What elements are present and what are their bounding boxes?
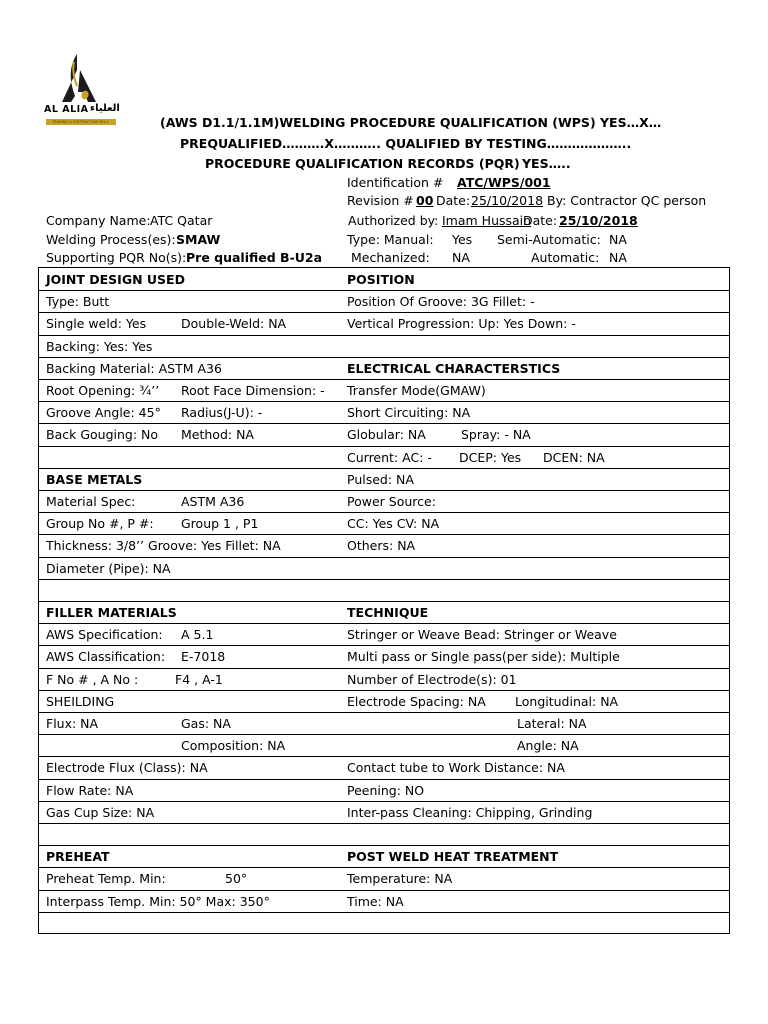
date1-label: Date: (436, 193, 471, 208)
table-cell: Flow Rate: NA (46, 782, 134, 798)
header-line2: PREQUALIFIED……….X……….. QUALIFIED BY TESTING……………….. (180, 136, 632, 151)
row-divider (39, 734, 729, 735)
automatic-value: NA (609, 250, 627, 265)
table-cell: Number of Electrode(s): 01 (347, 671, 517, 687)
table-cell: Transfer Mode(GMAW) (347, 383, 486, 398)
type-manual-value: Yes (452, 232, 473, 247)
row-divider (39, 557, 729, 558)
row-divider (39, 490, 729, 491)
authorized-label: Authorized by: (348, 213, 439, 228)
table-cell: Peening: NO (347, 782, 425, 798)
table-cell: Backing Material: ASTM A36 (46, 360, 222, 376)
row-divider (39, 423, 729, 424)
table-cell: Radius(J-U): - (181, 405, 263, 421)
semi-auto-label: Semi-Automatic: (497, 232, 601, 247)
table-cell: Current: AC: - (347, 449, 432, 465)
pqr-label: Supporting PQR No(s): (46, 250, 187, 265)
table-cell: F4 , A-1 (175, 671, 223, 687)
row-divider (39, 446, 729, 447)
row-divider (39, 601, 729, 602)
table-cell: Gas: NA (181, 716, 231, 731)
date1-value: 25/10/2018 (471, 193, 544, 208)
table-cell: Groove Angle: 45° (46, 405, 161, 421)
row-divider (39, 357, 729, 358)
section-heading: FILLER MATERIALS (46, 605, 177, 620)
by-text: By: Contractor QC person (547, 193, 707, 208)
row-divider (39, 623, 729, 624)
table-cell: Preheat Temp. Min: (46, 871, 166, 887)
table-cell: Interpass Temp. Min: 50° Max: 350° (46, 893, 270, 909)
date2-value: 25/10/2018 (559, 213, 638, 228)
table-cell: Lateral: NA (517, 716, 587, 731)
table-cell: AWS Classification: (46, 649, 166, 665)
row-divider (39, 401, 729, 402)
table-cell: Back Gouging: No (46, 427, 159, 443)
row-divider (39, 756, 729, 757)
section-heading: JOINT DESIGN USED (46, 272, 185, 287)
type-manual-label: Type: Manual: (347, 232, 434, 247)
table-cell: Group 1 , P1 (181, 516, 259, 532)
table-cell: Backing: Yes: Yes (46, 338, 153, 354)
row-divider (39, 690, 729, 691)
table-cell: F No # , A No : (46, 671, 139, 687)
table-cell: Inter-pass Cleaning: Chipping, Grinding (347, 804, 593, 820)
row-divider (39, 712, 729, 713)
table-cell: DCEN: NA (543, 449, 605, 465)
section-heading: BASE METALS (46, 471, 143, 487)
table-cell: E-7018 (181, 649, 226, 665)
wps-table (38, 267, 730, 934)
table-cell: Group No #, P #: (46, 516, 154, 532)
logo-mark-icon (44, 48, 120, 128)
table-cell: Temperature: NA (347, 871, 453, 887)
table-cell: Single weld: Yes (46, 316, 147, 332)
header-line3-right: YES….. (522, 156, 571, 171)
date2-label: Date: (523, 213, 558, 228)
identification-value: ATC/WPS/001 (457, 175, 551, 190)
revision-value: 00 (416, 193, 434, 208)
table-cell: SHEILDING (46, 693, 115, 709)
section-heading: ELECTRICAL CHARACTERSTICS (347, 360, 561, 376)
table-cell: A 5.1 (181, 627, 214, 643)
row-divider (39, 379, 729, 380)
row-divider (39, 912, 729, 913)
table-cell: CC: Yes CV: NA (347, 516, 440, 532)
table-cell: Composition: NA (181, 738, 286, 754)
logo-arabic: العلياء (90, 103, 120, 114)
table-cell: Method: NA (181, 427, 254, 443)
table-cell: 50° (225, 871, 248, 887)
table-cell: Flux: NA (46, 716, 99, 731)
company-value: ATC Qatar (150, 213, 213, 228)
semi-auto-value: NA (609, 232, 627, 247)
table-cell: Thickness: 3/8’’ Groove: Yes Fillet: NA (46, 538, 281, 554)
section-heading: POST WELD HEAT TREATMENT (347, 849, 559, 865)
table-cell: Spray: - NA (461, 427, 531, 443)
section-heading: PREHEAT (46, 849, 110, 865)
table-cell: Contact tube to Work Distance: NA (347, 760, 565, 776)
table-cell: ASTM A36 (181, 494, 245, 509)
process-label: Welding Process(es): (46, 232, 176, 247)
section-heading: POSITION (347, 272, 415, 287)
row-divider (39, 645, 729, 646)
table-cell: Vertical Progression: Up: Yes Down: - (347, 316, 576, 332)
section-heading: TECHNIQUE (347, 605, 429, 620)
row-divider (39, 579, 729, 580)
table-cell: Angle: NA (517, 738, 579, 754)
row-divider (39, 801, 729, 802)
revision-label: Revision # (347, 193, 414, 208)
row-divider (39, 845, 729, 846)
row-divider (39, 779, 729, 780)
row-divider (39, 534, 729, 535)
table-cell: Material Spec: (46, 494, 136, 509)
mechanized-label: Mechanized: (351, 250, 430, 265)
table-cell: Root Opening: ¾’’ (46, 383, 160, 398)
row-divider (39, 468, 729, 469)
table-cell: Root Face Dimension: - (181, 383, 325, 398)
row-divider (39, 512, 729, 513)
table-cell: Time: NA (347, 893, 404, 909)
table-cell: Gas Cup Size: NA (46, 804, 155, 820)
table-cell: Longitudinal: NA (515, 693, 619, 709)
row-divider (39, 312, 729, 313)
identification-label: Identification # (347, 175, 444, 190)
table-cell: Double-Weld: NA (181, 316, 287, 332)
header-line3-left: PROCEDURE QUALIFICATION RECORDS (PQR) (205, 156, 520, 171)
logo-strip: TRADING & CONTRACTING W.L.L. (46, 119, 116, 125)
company-label: Company Name: (46, 213, 151, 228)
table-cell: Diameter (Pipe): NA (46, 560, 171, 576)
process-value: SMAW (176, 232, 221, 247)
table-cell: Pulsed: NA (347, 471, 414, 487)
mechanized-value: NA (452, 250, 470, 265)
row-divider (39, 823, 729, 824)
table-cell: Position Of Groove: 3G Fillet: - (347, 294, 535, 310)
row-divider (39, 890, 729, 891)
table-cell: Electrode Spacing: NA (347, 693, 486, 709)
row-divider (39, 335, 729, 336)
table-cell: Stringer or Weave Bead: Stringer or Weave (347, 627, 617, 643)
logo-brand: AL ALIA (44, 104, 89, 115)
authorized-value: Imam Hussain (442, 213, 532, 228)
pqr-value: Pre qualified B-U2a (186, 250, 323, 265)
table-cell: Short Circuiting: NA (347, 405, 471, 421)
table-cell: DCEP: Yes (459, 449, 522, 465)
row-divider (39, 668, 729, 669)
automatic-label: Automatic: (531, 250, 600, 265)
table-cell: Power Source: (347, 494, 436, 509)
row-divider (39, 290, 729, 291)
table-cell: Multi pass or Single pass(per side): Multiple (347, 649, 620, 665)
table-cell: Others: NA (347, 538, 416, 554)
table-cell: Electrode Flux (Class): NA (46, 760, 208, 776)
row-divider (39, 867, 729, 868)
table-cell: Globular: NA (347, 427, 426, 443)
company-logo (44, 48, 120, 128)
table-cell: AWS Specification: (46, 627, 163, 643)
header-line1: (AWS D1.1/1.1M)WELDING PROCEDURE QUALIFICATION (WPS) YES…X… (160, 115, 662, 130)
table-cell: Type: Butt (46, 294, 110, 310)
